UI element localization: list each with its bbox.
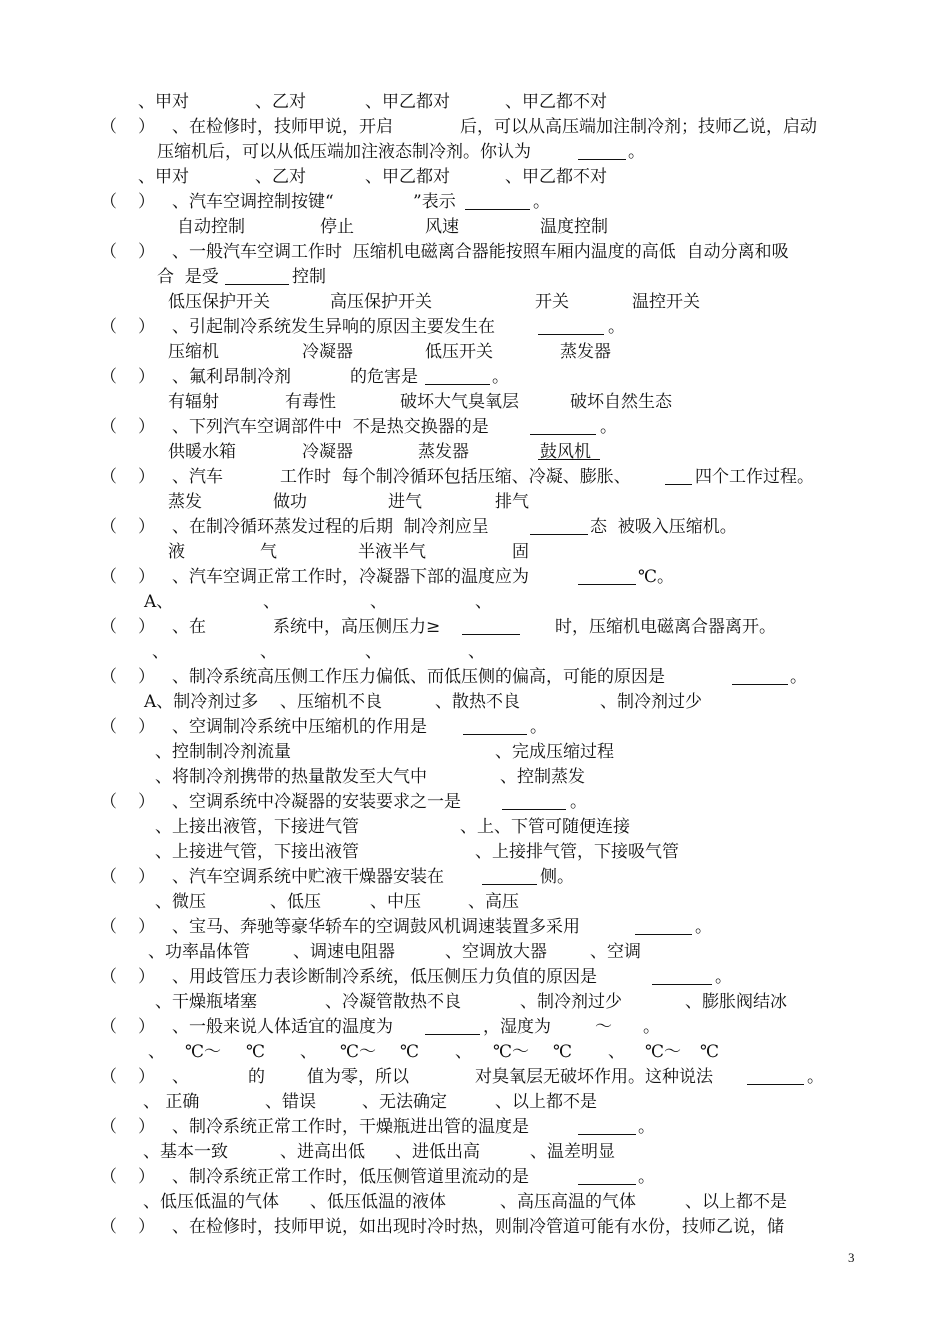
text-segment: ） xyxy=(138,117,155,137)
text-segment: 、上接进气管，下接出液管 xyxy=(155,842,359,862)
text-segment: 、用歧管压力表诊断制冷系统，低压侧压力负值的原因是 xyxy=(172,967,597,987)
text-segment: ） xyxy=(138,1117,155,1137)
text-segment: 、 正确 xyxy=(143,1092,200,1112)
text-segment: ） xyxy=(138,867,155,887)
text-segment: 、基本一致 xyxy=(143,1142,228,1162)
text-segment: 固 xyxy=(512,542,529,562)
text-segment: 。 xyxy=(600,417,617,437)
text-segment: 。 xyxy=(608,317,625,337)
text-segment: 控制 xyxy=(292,267,326,287)
page-number: 3 xyxy=(848,1250,855,1265)
text-segment: ℃～ xyxy=(185,1042,222,1062)
text-line xyxy=(100,740,880,765)
answer-blank xyxy=(538,440,600,460)
text-line xyxy=(100,1215,880,1240)
text-segment: 、上接排气管，下接吸气管 xyxy=(475,842,679,862)
text-segment: 、 xyxy=(370,592,387,612)
answer-blank xyxy=(578,565,636,585)
text-segment: 合 是受 xyxy=(157,267,219,287)
text-segment: ） xyxy=(138,567,155,587)
text-line xyxy=(100,165,880,190)
answer-blank xyxy=(732,665,788,685)
text-segment: 、 xyxy=(365,642,382,662)
text-line xyxy=(100,690,880,715)
text-segment: 、甲乙都对 xyxy=(365,92,450,112)
text-segment: （ xyxy=(100,1217,117,1237)
text-segment: （ xyxy=(100,317,117,337)
text-segment: 、完成压缩过程 xyxy=(495,742,614,762)
text-segment: 、汽车空调控制按键“ xyxy=(172,192,334,212)
text-segment: 、 xyxy=(608,1042,625,1062)
text-segment: 、制冷剂过少 xyxy=(520,992,622,1012)
text-segment: ） xyxy=(138,1067,155,1087)
text-segment: ） xyxy=(138,467,155,487)
text-segment: （ xyxy=(100,1117,117,1137)
text-segment: 、 xyxy=(172,1067,189,1087)
text-segment: （ xyxy=(100,792,117,812)
text-segment: 、甲乙都对 xyxy=(365,167,450,187)
text-segment: ） xyxy=(138,1217,155,1237)
answer-blank xyxy=(578,1165,636,1185)
text-segment: 、以上都不是 xyxy=(495,1092,597,1112)
text-segment: 态 被吸入压缩机。 xyxy=(590,517,737,537)
text-segment: 、冷凝管散热不良 xyxy=(325,992,461,1012)
text-segment: 、控制蒸发 xyxy=(500,767,585,787)
text-segment: （ xyxy=(100,1167,117,1187)
answer-blank xyxy=(652,965,712,985)
text-segment: 。 xyxy=(628,142,645,162)
text-segment: 做功 xyxy=(273,492,307,512)
answer-blank xyxy=(665,465,692,485)
answer-blank xyxy=(225,265,289,285)
text-segment: （ xyxy=(100,117,117,137)
text-segment: 值为零，所以 xyxy=(307,1067,409,1087)
text-segment: 、温差明显 xyxy=(530,1142,615,1162)
text-segment: 、进低出高 xyxy=(395,1142,480,1162)
text-line xyxy=(100,840,880,865)
text-segment: 冷凝器 xyxy=(302,442,353,462)
text-line xyxy=(100,590,880,615)
text-segment: 、调速电阻器 xyxy=(293,942,395,962)
text-segment: 压缩机 xyxy=(168,342,219,362)
text-segment: 、高压 xyxy=(468,892,519,912)
answer-blank xyxy=(530,515,588,535)
text-line xyxy=(100,465,880,490)
text-segment: ） xyxy=(138,717,155,737)
text-segment: ℃～ xyxy=(493,1042,530,1062)
text-segment: 、低压低温的液体 xyxy=(310,1192,446,1212)
text-segment: 。 xyxy=(570,792,587,812)
text-line xyxy=(100,140,880,165)
text-segment: ℃～ xyxy=(645,1042,682,1062)
text-segment: ℃。 xyxy=(638,567,675,587)
text-segment: （ xyxy=(100,417,117,437)
text-segment: ～ xyxy=(595,1017,612,1037)
text-segment: 高压保护开关 xyxy=(330,292,432,312)
text-segment: 、空调制冷系统中压缩机的作用是 xyxy=(172,717,427,737)
text-segment: 、制冷剂过少 xyxy=(600,692,702,712)
text-segment: ） xyxy=(138,667,155,687)
text-segment: 蒸发器 xyxy=(560,342,611,362)
text-segment: 、宝马、奔驰等豪华轿车的空调鼓风机调速装置多采用 xyxy=(172,917,580,937)
text-segment: 侧。 xyxy=(540,867,574,887)
text-segment: 、空调 xyxy=(590,942,641,962)
text-segment: ） xyxy=(138,1167,155,1187)
text-line xyxy=(100,215,880,240)
text-segment: 蒸发器 xyxy=(418,442,469,462)
text-segment: 。 xyxy=(643,1017,660,1037)
text-segment: 、制冷系统高压侧工作压力偏低、而低压侧的偏高，可能的原因是 xyxy=(172,667,665,687)
text-line xyxy=(100,815,880,840)
text-line xyxy=(100,315,880,340)
text-segment: ） xyxy=(138,967,155,987)
text-line xyxy=(100,240,880,265)
text-line xyxy=(100,440,880,465)
text-segment: 后，可以从高压端加注制冷剂；技师乙说，启动 xyxy=(460,117,817,137)
text-segment: 、制冷系统正常工作时，干燥瓶进出管的温度是 xyxy=(172,1117,529,1137)
text-segment: 、压缩机不良 xyxy=(280,692,382,712)
text-segment: 、 xyxy=(152,642,169,662)
text-line xyxy=(100,365,880,390)
text-segment: ） xyxy=(138,1017,155,1037)
text-segment: 。 xyxy=(695,917,712,937)
text-segment: 、 xyxy=(300,1042,317,1062)
text-segment: （ xyxy=(100,867,117,887)
text-segment: 进气 xyxy=(388,492,422,512)
text-line xyxy=(100,1040,880,1065)
text-segment: ） xyxy=(138,792,155,812)
text-segment: 、无法确定 xyxy=(362,1092,447,1112)
text-segment: A、制冷剂过多 xyxy=(144,692,259,712)
text-segment: 有辐射 xyxy=(168,392,219,412)
text-segment: 风速 xyxy=(425,217,459,237)
text-line xyxy=(100,890,880,915)
text-line xyxy=(100,115,880,140)
text-segment: （ xyxy=(100,1067,117,1087)
text-segment: 、 xyxy=(260,642,277,662)
text-segment: ） xyxy=(138,917,155,937)
text-segment: （ xyxy=(100,717,117,737)
text-line xyxy=(100,965,880,990)
text-segment: 有毒性 xyxy=(285,392,336,412)
text-line xyxy=(100,765,880,790)
text-line xyxy=(100,515,880,540)
text-segment: 、低压 xyxy=(270,892,321,912)
text-segment: （ xyxy=(100,367,117,387)
text-segment: 时，压缩机电磁离合器离开。 xyxy=(555,617,776,637)
text-segment: 、甲对 xyxy=(138,167,189,187)
text-line xyxy=(100,390,880,415)
text-segment: 破坏自然生态 xyxy=(570,392,672,412)
text-segment: 、功率晶体管 xyxy=(148,942,250,962)
text-line xyxy=(100,340,880,365)
text-segment: 供暖水箱 xyxy=(168,442,236,462)
text-line xyxy=(100,90,880,115)
text-segment: 、干燥瓶堵塞 xyxy=(155,992,257,1012)
text-segment: 、上接出液管，下接进气管 xyxy=(155,817,359,837)
text-segment: 、高压高温的气体 xyxy=(500,1192,636,1212)
text-segment: 自动控制 xyxy=(177,217,245,237)
text-segment: 、上、下管可随便连接 xyxy=(460,817,630,837)
text-segment: 冷凝器 xyxy=(302,342,353,362)
answer-blank xyxy=(635,915,692,935)
answer-blank xyxy=(465,190,530,210)
text-segment: 、下列汽车空调部件中 不是热交换器的是 xyxy=(172,417,489,437)
text-segment: 、甲乙都不对 xyxy=(505,92,607,112)
text-line xyxy=(100,265,880,290)
text-segment: 压缩机后，可以从低压端加注液态制冷剂。你认为 xyxy=(157,142,531,162)
text-segment: 蒸发 xyxy=(168,492,202,512)
text-line xyxy=(100,615,880,640)
text-segment: 开关 xyxy=(535,292,569,312)
text-segment: （ xyxy=(100,567,117,587)
text-segment: 、进高出低 xyxy=(280,1142,365,1162)
text-segment: 、乙对 xyxy=(255,167,306,187)
answer-blank xyxy=(462,615,520,635)
text-segment: 排气 xyxy=(495,492,529,512)
text-line xyxy=(100,1165,880,1190)
text-segment: （ xyxy=(100,242,117,262)
answer-blank xyxy=(578,1115,636,1135)
text-segment: 、膨胀阀结冰 xyxy=(685,992,787,1012)
text-segment: 。 xyxy=(533,192,550,212)
text-segment: ℃ xyxy=(700,1042,720,1062)
text-segment: 温度控制 xyxy=(540,217,608,237)
text-segment: 、汽车空调系统中贮液干燥器安装在 xyxy=(172,867,444,887)
text-segment: （ xyxy=(100,517,117,537)
text-segment: 气 xyxy=(260,542,277,562)
text-segment: 、在检修时，技师甲说，开启 xyxy=(172,117,393,137)
text-line xyxy=(100,540,880,565)
text-segment: 。 xyxy=(715,967,732,987)
text-line xyxy=(100,1190,880,1215)
text-line xyxy=(100,190,880,215)
text-segment: 系统中，高压侧压力≥ xyxy=(273,617,441,637)
text-segment: ”表示 xyxy=(413,192,456,212)
text-segment: 四个工作过程。 xyxy=(695,467,814,487)
text-segment: 。 xyxy=(638,1167,655,1187)
text-segment: 。 xyxy=(790,667,807,687)
text-line xyxy=(100,915,880,940)
text-line xyxy=(100,565,880,590)
text-segment: 、中压 xyxy=(370,892,421,912)
text-segment: 、散热不良 xyxy=(435,692,520,712)
text-segment: 。 xyxy=(638,1117,655,1137)
text-line xyxy=(100,640,880,665)
text-segment: ） xyxy=(138,517,155,537)
text-segment: （ xyxy=(100,192,117,212)
text-segment: 、以上都不是 xyxy=(685,1192,787,1212)
text-segment: 、错误 xyxy=(265,1092,316,1112)
answer-blank xyxy=(425,1015,480,1035)
text-line xyxy=(100,940,880,965)
text-segment: 、 xyxy=(455,1042,472,1062)
text-segment: 的危害是 xyxy=(350,367,418,387)
text-segment: ） xyxy=(138,417,155,437)
answer-blank xyxy=(578,140,626,160)
text-segment: （ xyxy=(100,617,117,637)
text-segment: 、微压 xyxy=(155,892,206,912)
text-segment: ℃ xyxy=(400,1042,420,1062)
text-segment: 破坏大气臭氧层 xyxy=(400,392,519,412)
text-segment: 、在检修时，技师甲说，如出现时冷时热，则制冷管道可能有水份，技师乙说，储 xyxy=(172,1217,784,1237)
answer-blank xyxy=(502,790,566,810)
text-segment: 对臭氧层无破坏作用。这种说法 xyxy=(475,1067,713,1087)
answer-blank xyxy=(425,365,490,385)
text-segment: 、一般汽车空调工作时 压缩机电磁离合器能按照车厢内温度的高低 自动分离和吸 xyxy=(172,242,789,262)
text-line xyxy=(100,865,880,890)
text-line xyxy=(100,1065,880,1090)
text-segment: （ xyxy=(100,917,117,937)
text-segment: ℃ xyxy=(553,1042,573,1062)
text-segment: ） xyxy=(138,242,155,262)
text-segment: 、在制冷循环蒸发过程的后期 制冷剂应呈 xyxy=(172,517,489,537)
text-segment: ℃ xyxy=(246,1042,266,1062)
text-segment: 、甲对 xyxy=(138,92,189,112)
text-segment: 半液半气 xyxy=(358,542,426,562)
text-segment: 、在 xyxy=(172,617,206,637)
answer-blank xyxy=(538,315,604,335)
answer-blank xyxy=(530,415,596,435)
text-segment: 。 xyxy=(807,1067,824,1087)
text-segment: 、引起制冷系统发生异响的原因主要发生在 xyxy=(172,317,495,337)
text-line xyxy=(100,990,880,1015)
text-line xyxy=(100,790,880,815)
text-segment: 、 xyxy=(475,592,492,612)
text-segment: ℃～ xyxy=(340,1042,377,1062)
text-segment: 液 xyxy=(168,542,185,562)
text-segment: 、 xyxy=(148,1042,165,1062)
text-segment: 。 xyxy=(530,717,547,737)
text-line xyxy=(100,1115,880,1140)
text-segment: 、汽车空调正常工作时，冷凝器下部的温度应为 xyxy=(172,567,529,587)
text-segment: 低压开关 xyxy=(425,342,493,362)
text-segment: （ xyxy=(100,467,117,487)
text-segment: 、控制制冷剂流量 xyxy=(155,742,291,762)
text-segment: 停止 xyxy=(320,217,354,237)
text-segment: ） xyxy=(138,367,155,387)
text-segment: 低压保护开关 xyxy=(168,292,270,312)
text-segment: 、空调系统中冷凝器的安装要求之一是 xyxy=(172,792,461,812)
text-segment: 的 xyxy=(248,1067,265,1087)
text-segment: 、制冷系统正常工作时，低压侧管道里流动的是 xyxy=(172,1167,529,1187)
text-segment: 温控开关 xyxy=(632,292,700,312)
text-segment: 、空调放大器 xyxy=(445,942,547,962)
answer-blank xyxy=(482,865,537,885)
text-line xyxy=(100,1140,880,1165)
text-segment: （ xyxy=(100,967,117,987)
text-segment: 、一般来说人体适宜的温度为 xyxy=(172,1017,393,1037)
text-line xyxy=(100,1090,880,1115)
text-segment: 、乙对 xyxy=(255,92,306,112)
text-segment: ） xyxy=(138,617,155,637)
text-segment: 、低压低温的气体 xyxy=(143,1192,279,1212)
text-segment: 鼓风机 xyxy=(540,442,591,462)
answer-blank xyxy=(747,1065,804,1085)
text-segment: ） xyxy=(138,192,155,212)
text-line xyxy=(100,490,880,515)
text-segment: （ xyxy=(100,667,117,687)
text-segment: 。 xyxy=(492,367,509,387)
text-line xyxy=(100,665,880,690)
text-segment: 、 xyxy=(263,592,280,612)
text-segment: 工作时 每个制冷循环包括压缩、冷凝、膨胀、 xyxy=(280,467,631,487)
text-segment: 、汽车 xyxy=(172,467,223,487)
text-segment: 、将制冷剂携带的热量散发至大气中 xyxy=(155,767,427,787)
text-segment: （ xyxy=(100,1017,117,1037)
text-line xyxy=(100,415,880,440)
text-line xyxy=(100,290,880,315)
text-line xyxy=(100,715,880,740)
answer-blank xyxy=(463,715,527,735)
text-segment: 、 xyxy=(468,642,485,662)
text-segment: A、 xyxy=(144,592,174,612)
text-segment: ，湿度为 xyxy=(483,1017,551,1037)
text-segment: 、甲乙都不对 xyxy=(505,167,607,187)
text-line xyxy=(100,1015,880,1040)
text-segment: 、氟利昂制冷剂 xyxy=(172,367,291,387)
text-segment: ） xyxy=(138,317,155,337)
